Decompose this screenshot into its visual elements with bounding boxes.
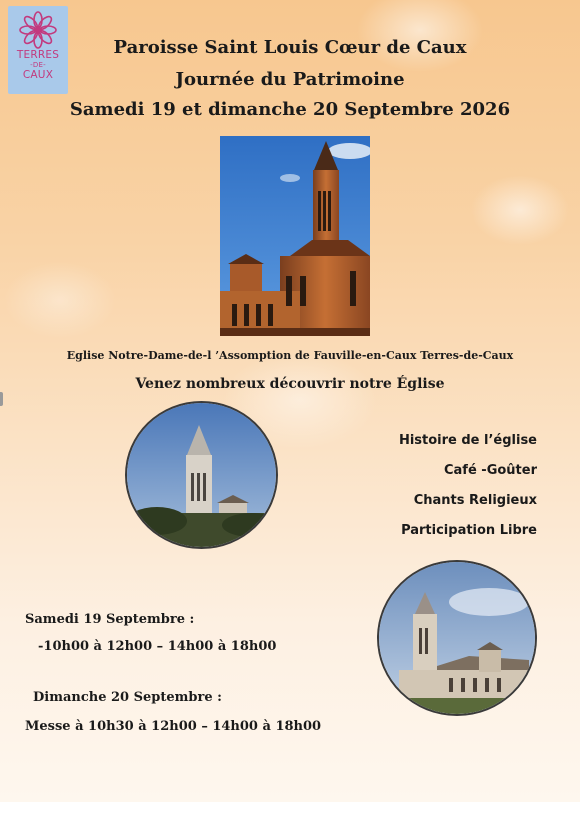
bottom-margin (0, 802, 580, 820)
activity-item: Café -Goûter (443, 463, 537, 478)
saturday-label: Samedi 19 Septembre : (25, 612, 195, 627)
logo-text-terres: TERRES (16, 49, 60, 61)
event-title: Journée du Patrimoine (175, 69, 405, 90)
edge-handle (0, 392, 3, 406)
activity-item: Participation Libre (401, 523, 537, 538)
church-tower-photo (125, 401, 278, 549)
event-dates: Samedi 19 et dimanche 20 Septembre 2026 (69, 99, 511, 120)
sunday-label: Dimanche 20 Septembre : (33, 690, 222, 705)
saturday-hours: -10h00 à 12h00 – 14h00 à 18h00 (38, 639, 277, 654)
church-name-caption: Eglise Notre-Dame-de-l ’Assomption de Fauville-en-Caux Terres-de-Caux (66, 349, 514, 362)
invitation-text: Venez nombreux découvrir notre Église (135, 376, 445, 392)
church-exterior-photo (377, 560, 537, 716)
sunday-hours: Messe à 10h30 à 12h00 – 14h00 à 18h00 (25, 719, 322, 734)
logo-text-caux: CAUX (22, 69, 54, 81)
parish-title: Paroisse Saint Louis Cœur de Caux (113, 37, 467, 58)
logo-text-de: -DE- (30, 61, 46, 69)
activity-item: Chants Religieux (413, 493, 537, 508)
church-main-photo (220, 136, 370, 336)
activity-item: Histoire de l’église (398, 433, 537, 448)
